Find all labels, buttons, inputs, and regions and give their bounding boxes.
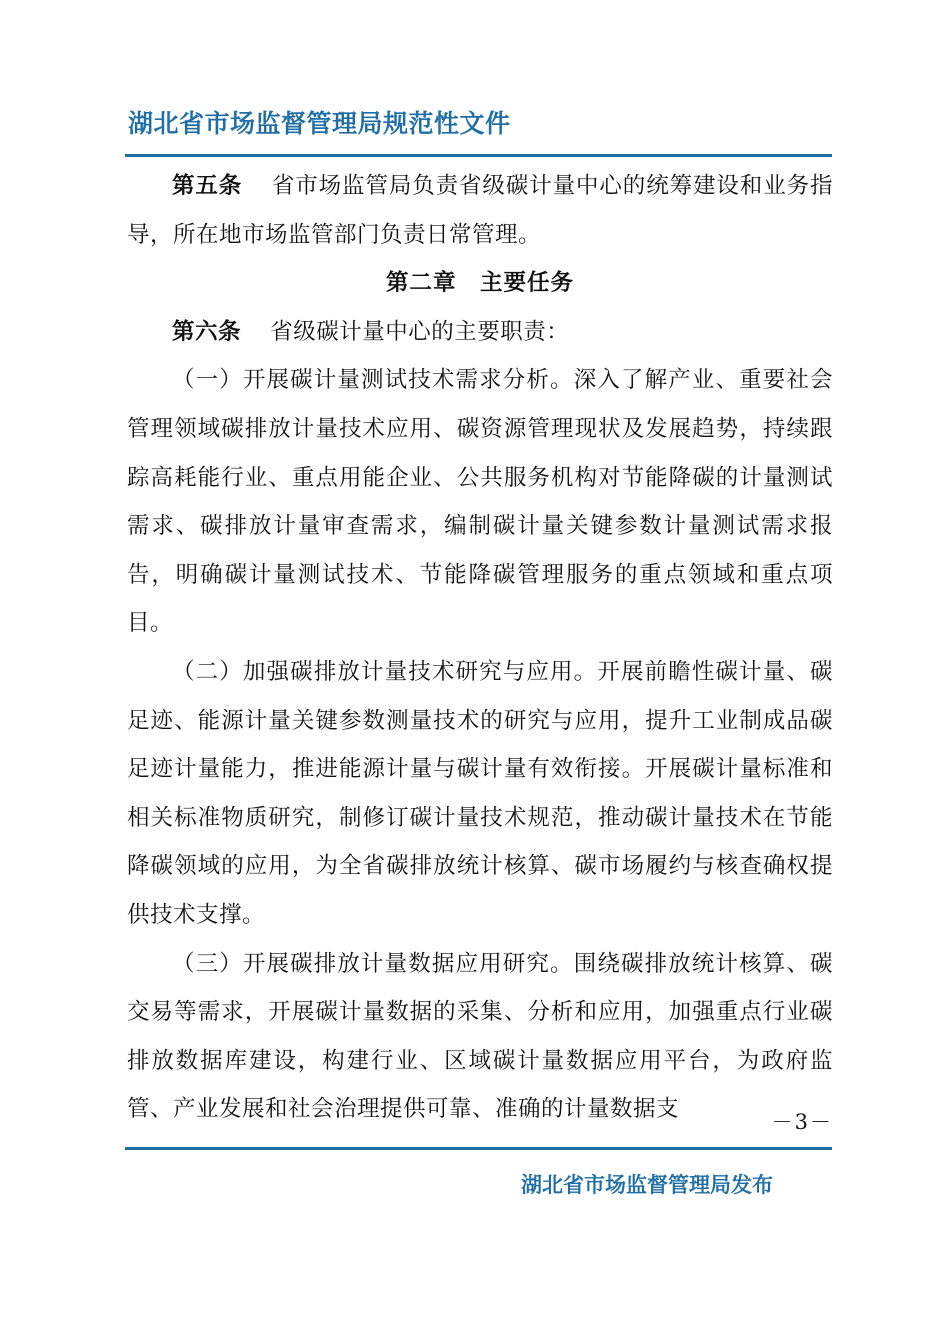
chapter-heading — [127, 259, 833, 308]
item-1-marker: （一） — [172, 367, 243, 394]
article-6-label: 第六条 — [172, 318, 242, 345]
item-1-text: 深入了解产业、重要社会管理领域碳排放计量技术应用、碳资源管理现状及发展趋势，持续跟踪高耗能行业、重点用能企业、公共服务机构对节能降碳的计量测试需求、碳排放计量审查需求，编制碳计量关键参数计量测试需求报告，明确碳计量测试技术、节能降碳管理服务的重点领域和重点项目。 — [127, 367, 833, 637]
page-number: －3－ — [771, 1110, 833, 1134]
article-6-text: 省级碳计量中心的主要职责： — [270, 318, 570, 345]
article-5 — [127, 162, 833, 259]
footer-divider — [125, 1147, 832, 1150]
chapter-2-title: 第二章 主要任务 — [385, 270, 574, 297]
footer-publisher: 湖北省市场监督管理局发布 — [521, 1173, 773, 1197]
document-body — [127, 162, 833, 1134]
header-divider — [125, 154, 832, 157]
document-header-title: 湖北省市场监督管理局规范性文件 — [128, 109, 511, 138]
list-item — [127, 356, 833, 648]
item-2-title: 加强碳排放计量技术研究与应用。 — [242, 658, 598, 685]
article-5-text: 省市场监管局负责省级碳计量中心的统筹建设和业务指导，所在地市场监管部门负责日常管理。 — [127, 173, 833, 248]
item-2-text: 开展前瞻性碳计量、碳足迹、能源计量关键参数测量技术的研究与应用，提升工业制成品碳足迹计量能力，推进能源计量与碳计量有效衔接。开展碳计量标准和相关标准物质研究，制修订碳计量技术规范，推动碳计量技术在节能降碳领域的应用，为全省碳排放统计核算、碳市场履约与核查确权提供技术支撑。 — [127, 658, 833, 928]
item-2-marker: （二） — [172, 658, 243, 685]
item-3-title: 开展碳排放计量数据应用研究。 — [242, 950, 574, 977]
list-item — [127, 648, 833, 940]
article-6 — [127, 308, 833, 357]
item-3-marker: （三） — [172, 950, 243, 977]
item-1-title: 开展碳计量测试技术需求分析。 — [242, 367, 574, 394]
item-3-text: 围绕碳排放统计核算、碳交易等需求，开展碳计量数据的采集、分析和应用，加强重点行业碳排放数据库建设，构建行业、区域碳计量数据应用平台，为政府监管、产业发展和社会治理提供可靠、准确的计量数据支 — [127, 950, 833, 1123]
list-item — [127, 940, 833, 1134]
article-5-label: 第五条 — [172, 173, 243, 199]
